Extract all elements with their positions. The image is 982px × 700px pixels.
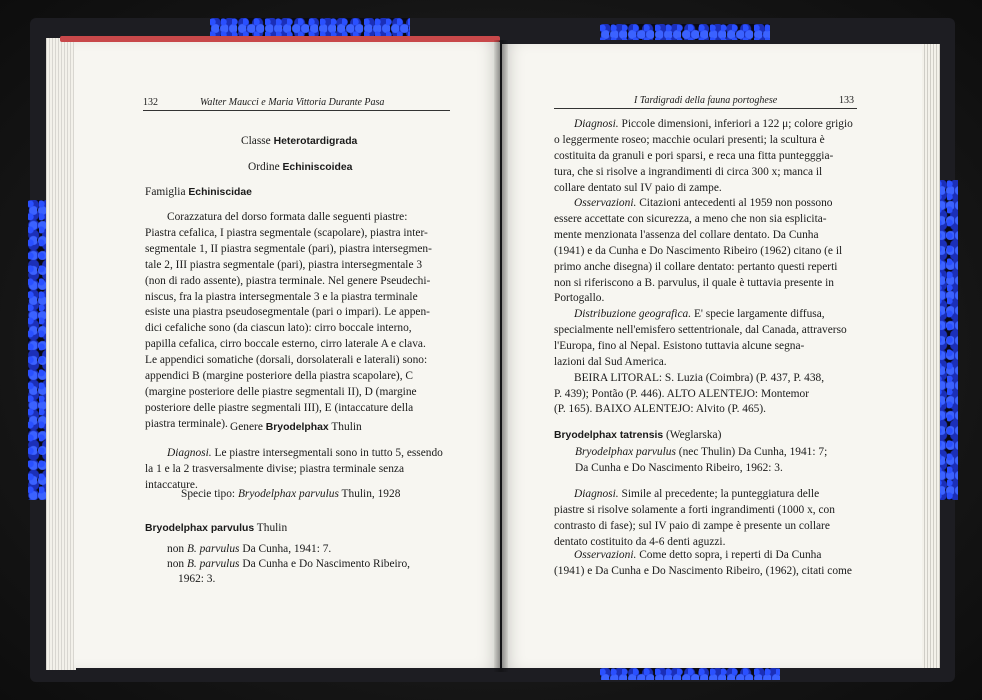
class-name: Heterotardigrada bbox=[273, 136, 358, 147]
species2-diagnosis bbox=[554, 487, 857, 551]
marbled-cover-edge-top-right bbox=[600, 24, 770, 40]
diagnosis-line: o leggermente roseo; macchie oculari presenti; la scultura è bbox=[554, 133, 825, 146]
diagnosis-line: Piccole dimensioni, inferiori a 122 μ; colore grigio bbox=[621, 118, 853, 130]
description-line: posteriore delle piastre segmentali III), E (intaccature della bbox=[145, 401, 414, 414]
description-line: (margine posteriore delle piastre segmentali II), D (margine bbox=[145, 385, 417, 398]
locality-line: BEIRA LITORAL: S. Luzia (Coimbra) (P. 437, P. 438, bbox=[574, 371, 825, 384]
genus-author: Thulin bbox=[331, 421, 362, 433]
right-page-number: 133 bbox=[839, 95, 854, 106]
order-prefix: Ordine bbox=[248, 161, 280, 173]
description-line: Piastra cefalica, I piastra segmentale (scapolare), piastra inter- bbox=[145, 226, 428, 239]
syn-name: B. parvulus bbox=[186, 558, 240, 570]
syn-name: Bryodelphax parvulus bbox=[575, 446, 676, 458]
left-running-head: Walter Maucci e Maria Vittoria Durante Pasa bbox=[200, 97, 385, 108]
syn-prefix: non bbox=[167, 558, 185, 570]
type-species-author: Thulin, 1928 bbox=[341, 488, 401, 500]
family-name: Echiniscidae bbox=[188, 187, 252, 198]
family-prefix: Famiglia bbox=[145, 186, 186, 198]
page-stack-right bbox=[922, 44, 940, 668]
species2-heading bbox=[554, 428, 721, 444]
diagnosis-line: intaccature. bbox=[145, 478, 198, 491]
species-heading bbox=[145, 521, 287, 537]
species2-observations bbox=[554, 548, 857, 580]
marbled-cover-edge-top-left bbox=[210, 18, 410, 36]
family-heading bbox=[145, 185, 252, 201]
distribution-line: E' specie largamente diffusa, bbox=[693, 308, 825, 320]
observations-line: Portogallo. bbox=[554, 292, 605, 305]
family-description bbox=[145, 210, 450, 433]
syn-ref: Da Cunha e Do Nascimento Ribeiro, bbox=[242, 558, 410, 570]
diagnosis-line: la 1 e la 2 trasversalmente divise; piastra terminale senza bbox=[145, 462, 405, 475]
syn-ref: Da Cunha, 1941: 7. bbox=[242, 543, 332, 555]
description-line: papilla cefalica, cirro boccale esterno, cirro laterale A e clava. bbox=[145, 338, 426, 351]
diagnosis-line: piastre si risolve solamente a forti ingrandimenti (1000 x, con bbox=[554, 503, 835, 516]
observations-line: non si riferiscono a B. parvulus, il quale è tuttavia presente in bbox=[554, 276, 834, 289]
class-prefix: Classe bbox=[241, 135, 271, 147]
syn-ref-cont: Da Cunha e Do Nascimento Ribeiro, 1962: 3. bbox=[575, 461, 783, 474]
genus-heading bbox=[230, 420, 362, 436]
order-name: Echiniscoidea bbox=[282, 162, 353, 173]
diagnosis-label: Diagnosi. bbox=[574, 118, 619, 130]
distribution-line: l'Europa, fino al Nepal. Esistono tuttavia alcune segna- bbox=[554, 339, 805, 352]
observations-line: Come detto sopra, i reperti di Da Cunha bbox=[639, 549, 822, 561]
type-species bbox=[181, 487, 400, 503]
marbled-cover-edge-left bbox=[28, 200, 48, 500]
species-name: Bryodelphax parvulus bbox=[145, 523, 255, 534]
syn-prefix: non bbox=[167, 543, 185, 555]
observations-label: Osservazioni. bbox=[574, 197, 637, 209]
syn-ref: (nec Thulin) Da Cunha, 1941: 7; bbox=[678, 446, 828, 458]
observations bbox=[554, 196, 857, 307]
marbled-cover-edge-bottom bbox=[600, 668, 780, 680]
type-species-label: Specie tipo: bbox=[181, 488, 236, 500]
description-line: niscus, fra la piastra intersegmentale 3 e la piastra terminale bbox=[145, 290, 418, 303]
observations-line: Citazioni antecedenti al 1959 non possono bbox=[639, 197, 833, 209]
observations-line: primo anche disegna) il collare dentato: pertanto questi reperti bbox=[554, 260, 838, 273]
description-line: tale 2, III piastra segmentale (pari), piastra intersegmentale 3 bbox=[145, 258, 423, 271]
species2-synonymy bbox=[575, 445, 857, 477]
type-species-name: Bryodelphax parvulus bbox=[237, 488, 339, 500]
genus-prefix: Genere bbox=[230, 421, 263, 433]
syn-name: B. parvulus bbox=[186, 543, 240, 555]
diagnosis-line: dentato costituito da 4-6 denti aguzzi. bbox=[554, 535, 726, 548]
diagnosis-line: Simile al precedente; la punteggiatura delle bbox=[621, 488, 820, 500]
synonym-line-2 bbox=[167, 557, 447, 573]
diagnosis-label: Diagnosi. bbox=[167, 447, 212, 459]
description-line: piastra terminale). bbox=[145, 417, 228, 430]
locality-line: (P. 165). BAIXO ALENTEJO: Alvito (P. 465). bbox=[554, 403, 766, 416]
description-line: Corazzatura del dorso formata dalle seguenti piastre: bbox=[167, 211, 408, 223]
description-line: dici cefaliche sono (da ciascun lato): cirro boccale interno, bbox=[145, 322, 412, 335]
species-diagnosis bbox=[554, 117, 857, 197]
observations-line: mente menzionata l'assenza del collare dentato. Da Cunha bbox=[554, 228, 819, 241]
description-line: appendici B (margine posteriore della piastra scapolare), C bbox=[145, 370, 414, 383]
observations-line: essere accettate con sicurezza, a meno che non sia esplicita- bbox=[554, 212, 827, 225]
locality-line: P. 439); Pontão (P. 446). ALTO ALENTEJO: Montemor bbox=[554, 387, 810, 400]
genus-name: Bryodelphax bbox=[265, 422, 329, 433]
species2-author: (Weglarska) bbox=[666, 429, 722, 441]
distribution-label: Distribuzione geografica. bbox=[574, 308, 692, 320]
observations-line: (1941) e Da Cunha e Do Nascimento Ribeiro, (1962), citati come bbox=[554, 564, 852, 577]
left-page-number: 132 bbox=[143, 97, 158, 108]
distribution bbox=[554, 307, 857, 418]
description-line: segmentale 1, II piastra segmentale (pari), piastra intersegmen- bbox=[145, 242, 432, 255]
species2-name: Bryodelphax tatrensis bbox=[554, 430, 664, 441]
right-running-head: I Tardigradi della fauna portoghese bbox=[634, 95, 778, 106]
page-stack-left bbox=[46, 38, 76, 670]
description-line: Le appendici somatiche (dorsali, dorsolaterali e laterali) sono: bbox=[145, 354, 428, 367]
diagnosis-line: Le piastre intersegmentali sono in tutto 5, essendo bbox=[214, 447, 443, 459]
observations-line: (1941) e da Cunha e Do Nascimento Ribeiro (1962) citano (e il bbox=[554, 244, 843, 257]
right-header-rule bbox=[554, 108, 857, 109]
class-heading bbox=[241, 134, 357, 150]
diagnosis-line: tura, che si risolve a ingrandimenti di circa 300 x; manca il bbox=[554, 165, 823, 178]
synonym-line-2-cont: 1962: 3. bbox=[178, 573, 216, 585]
left-header-rule bbox=[143, 110, 450, 111]
diagnosis-line: costituita da granuli e pori sparsi, e reca una fitta puntegggia- bbox=[554, 149, 834, 162]
description-line: (non di rado assente), piastra terminale. Nel genere Pseudechi- bbox=[145, 274, 431, 287]
diagnosis-line: contrasto di fase); sul IV paio di zampe è presente un collare bbox=[554, 519, 830, 532]
diagnosis-line: collare dentato sul IV paio di zampe. bbox=[554, 181, 722, 194]
synonym-line-1 bbox=[167, 542, 331, 558]
distribution-line: lazioni dal Sud America. bbox=[554, 355, 667, 368]
observations-label: Osservazioni. bbox=[574, 549, 637, 561]
diagnosis-label: Diagnosi. bbox=[574, 488, 619, 500]
book-gutter bbox=[494, 40, 508, 672]
description-line: esiste una piastra pseudosegmentale (pari o impari). Le appen- bbox=[145, 306, 430, 319]
species-author: Thulin bbox=[256, 522, 288, 534]
order-heading bbox=[248, 160, 352, 176]
distribution-line: specialmente nell'emisfero settentrionale, dal Canada, attraverso bbox=[554, 323, 847, 336]
